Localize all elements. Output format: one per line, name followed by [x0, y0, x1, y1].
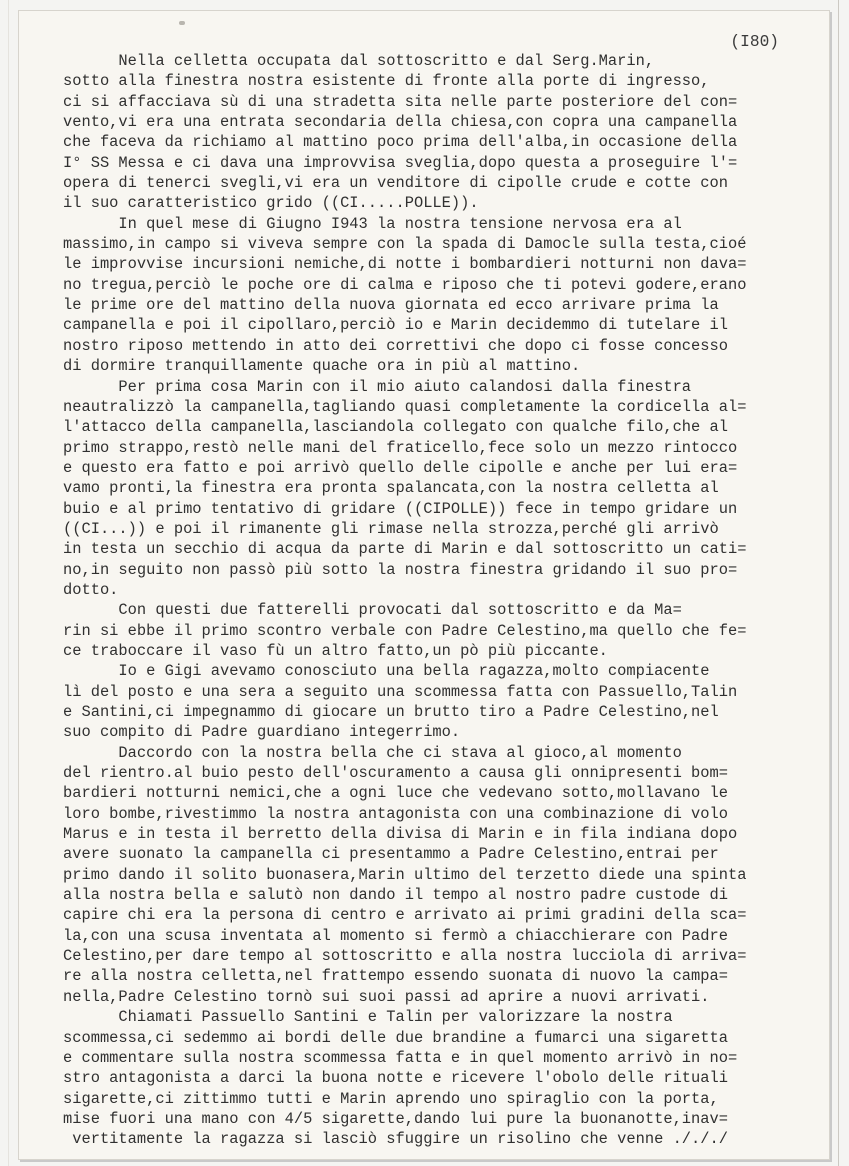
left-margin-line [8, 0, 9, 1166]
text-line: rin si ebbe il primo scontro verbale con Padre Celestino,ma quello che fe= [63, 621, 747, 640]
text-line: dotto. [63, 580, 119, 599]
text-line: del rientro.al buio pesto dell'oscuramento a causa gli onnipresenti bom= [63, 764, 728, 783]
text-line: Nella celletta occupata dal sottoscritto e dal Serg.Marin, [63, 52, 655, 70]
text-line: re alla nostra celletta,nel frattempo essendo suonata di nuovo la campa= [63, 967, 728, 986]
text-line: ((CI...)) e poi il rimanente gli rimase nella strozza,perché gli arrivò [63, 519, 719, 538]
text-line: capire chi era la persona di centro e arrivato ai primi gradini della sca= [63, 906, 747, 925]
text-line: mise fuori una mano con 4/5 sigarette,dando lui pure la buonanotte,inav= [63, 1109, 728, 1128]
text-line: I° SS Messa e ci dava una improvvisa sveglia,dopo questa a proseguire l'= [63, 153, 738, 172]
text-line: scommessa,ci sedemmo ai bordi delle due brandine a fumarci una sigaretta [63, 1028, 728, 1047]
text-line: no,in seguito non passò più sotto la nostra finestra gridando il suo pro= [63, 560, 738, 579]
text-line: primo dando il solito buonasera,Marin ultimo del terzetto diede una spinta [63, 865, 747, 884]
text-line: Io e Gigi avevamo conosciuto una bella ragazza,molto compiacente [63, 662, 710, 681]
text-line: le prime ore del mattino della nuova giornata ed ecco arrivare prima la [63, 296, 719, 315]
text-line: sigarette,ci zittimmo tutti e Marin aprendo uno spiraglio con la porta, [63, 1089, 719, 1108]
text-line: vertitamente la ragazza si lasciò sfuggire un risolino che venne ./././ [63, 1130, 728, 1149]
text-line: vamo pronti,la finestra era pronta spalancata,con la nostra celletta al [63, 479, 719, 498]
typewritten-text [63, 51, 823, 1150]
text-line: ci si affacciava sù di una stradetta sita nelle parte posteriore del con= [63, 92, 738, 111]
text-line: sotto alla finestra nostra esistente di fronte alla porte di ingresso, [63, 72, 710, 91]
text-line: massimo,in campo si viveva sempre con la spada di Damocle sulla testa,cioé [63, 235, 747, 254]
text-line: suo compito di Padre guardiano integerrimo. [63, 723, 461, 742]
text-line: di dormire tranquillamente quache ora in più al mattino. [63, 357, 581, 376]
text-line: nella,Padre Celestino tornò sui suoi passi ad aprire a nuovi arrivati. [63, 987, 710, 1006]
text-line: no tregua,perciò le poche ore di calma e riposo che ti potevi godere,erano [63, 275, 747, 294]
text-line: Con questi due fatterelli provocati dal sottoscritto e da Ma= [63, 601, 682, 620]
text-line: bardieri notturni nemici,che a ogni luce che vedevano sotto,mollavano le [63, 784, 728, 803]
text-line: e Santini,ci impegnammo di giocare un brutto tiro a Padre Celestino,nel [63, 703, 719, 721]
text-line: Daccordo con la nostra bella che ci stava al gioco,al momento [63, 743, 682, 762]
page-number: (I80) [730, 33, 779, 51]
text-line: nostro riposo mettendo in atto dei correttivi che dopo ci fosse concesso [63, 336, 728, 355]
text-line: il suo caratteristico grido ((CI.....POLLE)). [63, 194, 479, 213]
text-line: loro bombe,rivestimmo la nostra antagonista con una combinazione di volo [63, 804, 728, 823]
paper-mark [179, 21, 185, 25]
text-line: e questo era fatto e poi arrivò quello delle cipolle e anche per lui era= [63, 458, 738, 477]
text-line: campanella e poi il cipollaro,perciò io e Marin decidemmo di tutelare il [63, 316, 728, 335]
text-line: Per prima cosa Marin con il mio aiuto calandosi dalla finestra [63, 377, 692, 396]
text-line: avere suonato la campanella ci presentammo a Padre Celestino,entrai per [63, 845, 719, 864]
text-line: le improvvise incursioni nemiche,di notte i bombardieri notturni non dava= [63, 255, 747, 274]
text-line: Marus e in testa il berretto della divisa di Marin e in fila indiana dopo [63, 825, 738, 844]
text-line: In quel mese di Giugno I943 la nostra tensione nervosa era al [63, 214, 682, 233]
text-line: e commentare sulla nostra scommessa fatta e in quel momento arrivò in no= [63, 1048, 738, 1067]
text-line: la,con una scusa inventata al momento si fermò a chiacchierare con Padre [63, 926, 728, 945]
text-line: ce traboccare il vaso fù un altro fatto,un pò più piccante. [63, 641, 608, 660]
text-line: alla nostra bella e salutò non dando il tempo al nostro padre custode di [63, 886, 728, 905]
text-line: primo strappo,restò nelle mani del fraticello,fece solo un mezzo rintocco [63, 438, 738, 457]
text-line: che faceva da richiamo al mattino poco prima dell'alba,in occasione della [63, 133, 738, 152]
text-line: vento,vi era una entrata secondaria della chiesa,con copra una campanella [63, 113, 738, 132]
text-line: Celestino,per dare tempo al sottoscritto e alla nostra lucciola di arriva= [63, 947, 747, 966]
typewritten-page [18, 10, 830, 1160]
text-line: in testa un secchio di acqua da parte di Marin e dal sottoscritto un cati= [63, 540, 747, 559]
text-line: l'attacco della campanella,lasciandola collegato con qualche filo,che al [63, 418, 728, 437]
text-line: opera di tenerci svegli,vi era un venditore di cipolle crude e cotte con [63, 174, 728, 193]
text-line: stro antagonista a darci la buona notte e ricevere l'obolo delle rituali [63, 1069, 728, 1088]
right-margin-line [838, 0, 839, 1166]
text-line: Chiamati Passuello Santini e Talin per valorizzare la nostra [63, 1008, 673, 1027]
text-line: lì del posto e una sera a seguito una scommessa fatta con Passuello,Talin [63, 682, 738, 701]
text-line: buio e al primo tentativo di gridare ((CIPOLLE)) fece in tempo gridare un [63, 499, 738, 518]
text-line: neautralizzò la campanella,tagliando quasi completamente la cordicella al= [63, 397, 747, 416]
